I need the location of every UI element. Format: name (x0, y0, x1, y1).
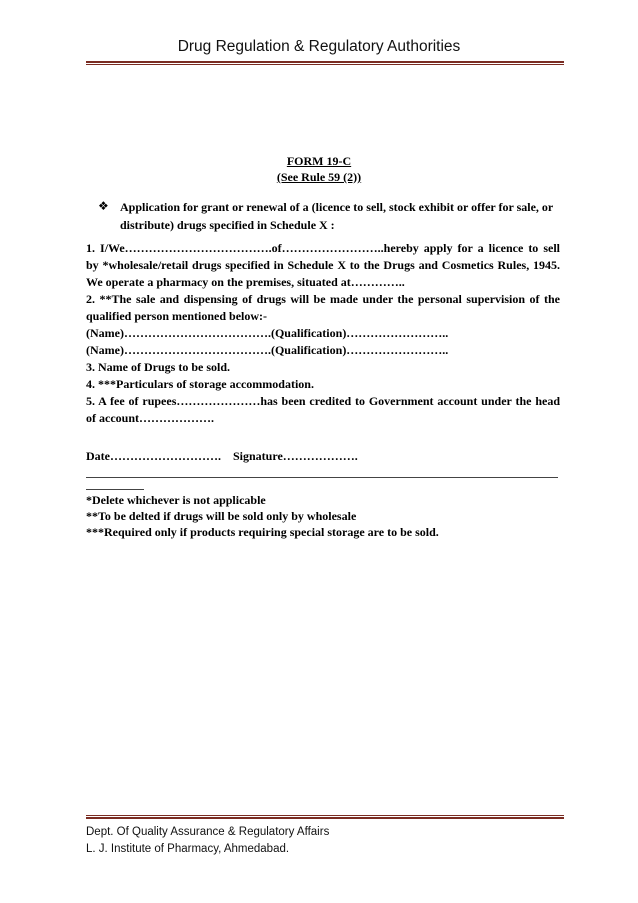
separator-line (86, 477, 558, 478)
diamond-bullet-icon: ❖ (98, 199, 109, 213)
item-fee: 5. A fee of rupees…………………has been credited to Government account under the head of account………………. (86, 394, 560, 425)
footnote-2: **To be delted if drugs will be sold only by wholesale (86, 509, 357, 523)
footnote-3: ***Required only if products requiring special storage are to be sold. (86, 525, 439, 539)
footer-rule-thin (86, 815, 564, 816)
header-title: Drug Regulation & Regulatory Authorities (177, 38, 461, 55)
item-drugs-sold: 3. Name of Drugs to be sold. (86, 360, 230, 374)
paragraph-supervision: 2. **The sale and dispensing of drugs will be made under the personal supervision of the qualified person mentioned below:- (86, 292, 560, 323)
item-storage: 4. ***Particulars of storage accommodation. (86, 377, 314, 391)
footer-text (86, 824, 564, 858)
footnote-1: *Delete whichever is not applicable (86, 493, 266, 507)
date-signature-line: Date………………………. Signature………………. (86, 449, 358, 463)
header-rule-thick (86, 61, 564, 63)
footer-institute: L. J. Institute of Pharmacy, Ahmedabad. (86, 843, 290, 855)
form-subtitle: (See Rule 59 (2)) (276, 170, 362, 184)
qualified-person-line-2: (Name)……………………………….(Qualification)…………………….. (86, 343, 449, 357)
separator-line-short (86, 489, 144, 490)
paragraph-applicant: 1. I/We……………………………….of……………………..hereby apply for a licence to sell by *wholesale/retail drugs specified in Schedule X to the Drugs and Cosmetics Rules, 1945. We operate a pharmacy on the premises, situated at………….. (86, 241, 560, 289)
application-intro: Application for grant or renewal of a (licence to sell, stock exhibit or offer for sale, or distribute) drugs specified in Schedule X : (120, 200, 554, 232)
footnotes (86, 492, 560, 540)
form-body (86, 240, 560, 427)
form-title: FORM 19-C (286, 154, 352, 168)
qualified-person-line-1: (Name)……………………………….(Qualification)…………………….. (86, 326, 449, 340)
header-rule-thin (86, 64, 564, 65)
footer-rule-thick (86, 817, 564, 819)
footer-department: Dept. Of Quality Assurance & Regulatory Affairs (86, 826, 330, 838)
